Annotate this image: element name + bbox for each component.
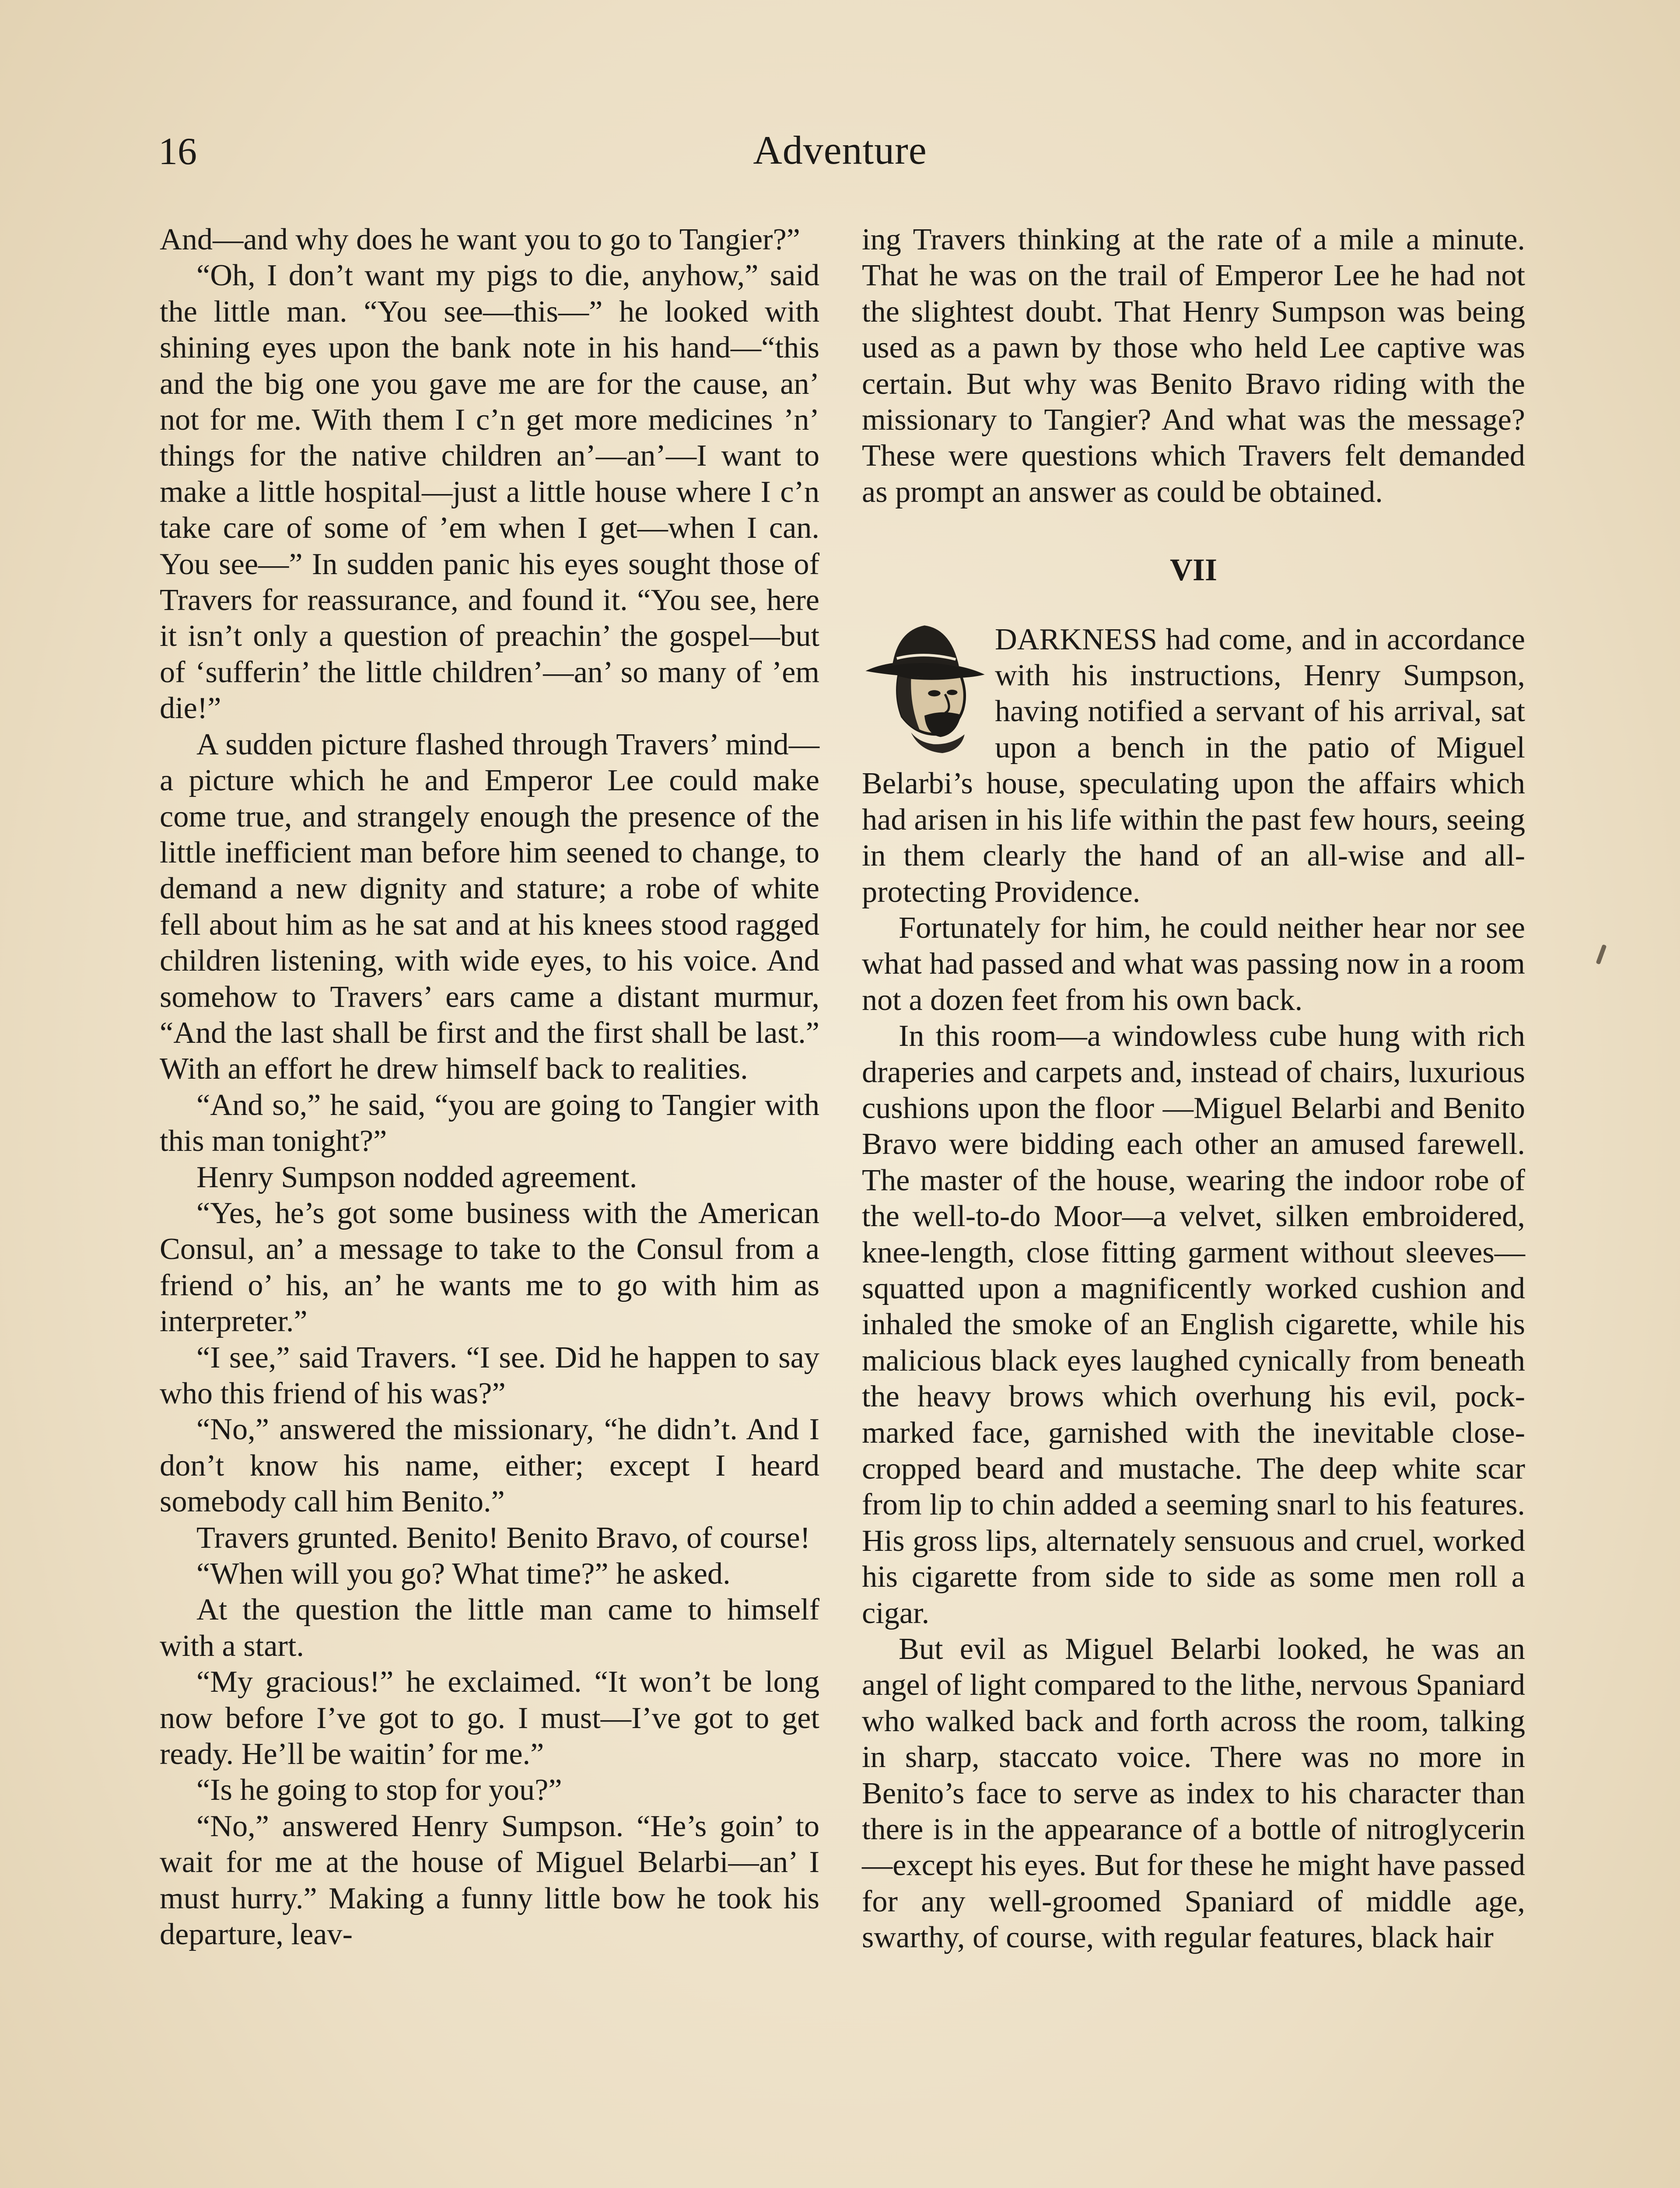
- paragraph-continued: ing Travers thinking at the rate of a mile a minute. That he was on the trail of Emperor Lee he had not the slightest doubt. That Henry Sumpson was being used as a pawn by those who held Lee captive was certain. But why was Benito Bravo riding with the missionary to Tangier? And what was the message? These were questions which Travers felt demanded as prompt an answer as could be obtained.: [862, 222, 1525, 509]
- paragraph: Fortunately for him, he could neither hear nor see what had passed and what was passing now in a room not a dozen feet from his own back.: [862, 910, 1525, 1017]
- paragraph: A sudden picture flashed through Travers’ mind—a picture which he and Emperor Lee could make come true, and strangely enough the presence of the little inefficient man before him seened to change, to demand a new dignity and stature; a robe of white fell about him as he sat and at his knees stood ragged children listening, with wide eyes, to his voice. And somehow to Travers’ ears came a distant murmur, “And the last shall be first and the first shall be last.” With an effort he drew himself back to realities.: [160, 727, 819, 1086]
- right-column: [862, 221, 1525, 1956]
- paragraph: “I see,” said Travers. “I see. Did he happen to say who this friend of his was?”: [160, 1340, 819, 1410]
- running-head-title: Adventure: [753, 128, 927, 172]
- paragraph: At the question the little man came to himself with a start.: [160, 1592, 819, 1663]
- paragraph: And—and why does he want you to go to Tangier?”: [160, 222, 800, 256]
- paragraph: “And so,” he said, “you are going to Tangier with this man tonight?”: [160, 1087, 819, 1158]
- paragraph: “No,” answered the missionary, “he didn’t. And I don’t know his name, either; except I heard somebody call him Benito.”: [160, 1412, 819, 1519]
- section-heading: VII: [1169, 552, 1218, 588]
- paragraph: But evil as Miguel Belarbi looked, he was an angel of light compared to the lithe, nervous Spaniard who walked back and forth across the room, talking in sharp, staccato voice. There was no more in Benito’s face to serve as index to his character than there is in the appearance of a bottle of nitroglycerin—except his eyes. But for these he might have passed for any well-groomed Spaniard of middle age, swarthy, of course, with regular features, black hair: [862, 1632, 1525, 1955]
- paragraph: “Oh, I don’t want my pigs to die, anyhow,” said the little man. “You see—this—” he looked with shining eyes upon the bank note in his hand—“this and the big one you gave me are for the cause, an’ not for me. With them I c’n get more medicines ’n’ things for the native children an’—an’—I want to make a little hospital—just a little house where I c’n take care of some of ’em when I get—when I can. You see—” In sudden panic his eyes sought those of Travers for reassurance, and found it. “You see, here it isn’t only a question of preachin’ the gospel—but of ‘sufferin’ the little children’—an’ so many of ’em die!”: [160, 258, 819, 726]
- paragraph: Henry Sumpson nodded agreement.: [196, 1160, 637, 1194]
- paragraph: Travers grunted. Benito! Benito Bravo, of course!: [196, 1520, 811, 1555]
- left-column: [160, 221, 819, 1953]
- page-number: 16: [158, 130, 197, 173]
- man-in-hat-dropcap-icon: [858, 617, 991, 756]
- paragraph: “Yes, he’s got some business with the American Consul, an’ a message to take to the Consul from a friend o’ his, an’ he wants me to go with him as interpreter.”: [160, 1196, 819, 1339]
- paragraph: “Is he going to stop for you?”: [196, 1773, 562, 1807]
- ink-mark: [1596, 944, 1606, 965]
- paragraph: “No,” answered Henry Sumpson. “He’s goin’ to wait for me at the house of Miguel Belarbi—an’ I must hurry.” Making a funny little bow he took his departure, leav-: [160, 1809, 819, 1952]
- chapter-opening: [862, 621, 1525, 910]
- paragraph: “My gracious!” he exclaimed. “It won’t be long now before I’ve got to go. I must—I’ve got to get ready. He’ll be waitin’ for me.”: [160, 1665, 819, 1771]
- dropcap-paragraph: DARKNESS had come, and in accordance with his instructions, Henry Sumpson, having notified a servant of his arrival, sat upon a bench in the patio of Miguel Belarbi’s house, speculating upon the affairs which had arisen in his life within the past few hours, seeing in them clearly the hand of an all-wise and all-protecting Providence.: [862, 622, 1525, 909]
- paragraph: “When will you go? What time?” he asked.: [196, 1557, 731, 1591]
- paragraph: In this room—a windowless cube hung with rich draperies and carpets and, instead of chairs, luxurious cushions upon the floor —Miguel Belarbi and Benito Bravo were bidding each other an amused farewell. The master of the house, wearing the indoor robe of the well-to-do Moor—a velvet, silken embroidered, knee-length, close fitting garment without sleeves—squatted upon a magnificently worked cushion and inhaled the smoke of an English cigarette, while his malicious black eyes laughed cynically from beneath the heavy brows which overhung his evil, pock-marked face, garnished with the inevitable close-cropped beard and mustache. The deep white scar from lip to chin added a seeming snarl to his features. His gross lips, alternately sensuous and cruel, worked his cigarette from side to side as some men roll a cigar.: [862, 1019, 1525, 1630]
